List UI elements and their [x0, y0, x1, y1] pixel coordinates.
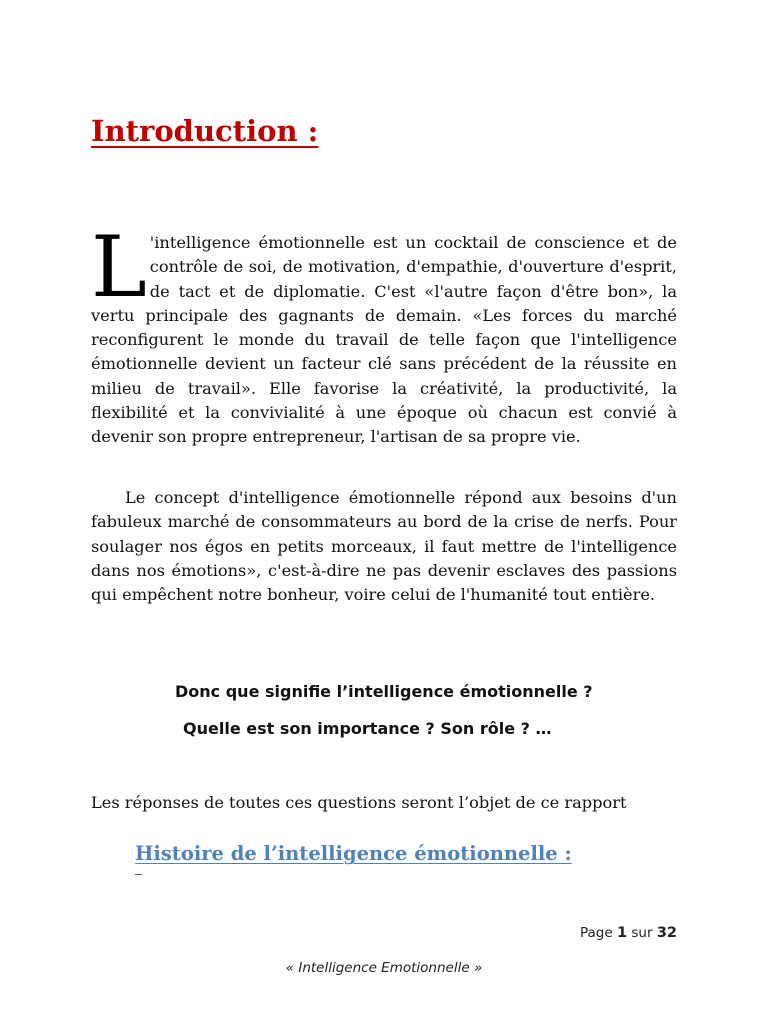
page-prefix: Page — [580, 925, 617, 941]
drop-cap-letter: L — [91, 218, 147, 316]
footer-document-title: « Intelligence Emotionnelle » — [285, 960, 483, 976]
list-dash — [135, 874, 142, 875]
page-title: Introduction : — [91, 114, 319, 148]
total-page-count: 32 — [656, 925, 677, 941]
question-meaning: Donc que signifie l’intelligence émotionnelle ? — [175, 682, 593, 701]
section-heading-history[interactable]: Histoire de l’intelligence émotionnelle : — [135, 842, 572, 865]
question-importance: Quelle est son importance ? Son rôle ? … — [183, 719, 552, 738]
current-page-number: 1 — [616, 925, 628, 941]
intro-paragraph-1-text: 'intelligence émotionnelle est un cocktail de conscience et de contrôle de soi, de motivation, d'empathie, d'ouverture d'esprit, de tact et de diplomatie. C'est «l'autre façon d'être bon», la vertu principale des gagnants de demain. «Les forces du marché reconfigurent le monde du travail de telle façon que l'intelligence émotionnelle devient un facteur clé sans précédent de la réussite en milieu de travail». Elle favorise la créativité, la productivité, la flexibilité et la convivialité à une époque où chacun est convié à devenir son propre entrepreneur, l'artisan de sa propre vie. — [91, 233, 677, 447]
page-separator: sur — [627, 925, 657, 941]
intro-paragraph-2: Le concept d'intelligence émotionnelle répond aux besoins d'un fabuleux marché de consommateurs au bord de la crise de nerfs. Pour soulager nos égos en petits morceaux, il faut mettre de l'intelligence dans nos émotions», c'est-à-dire ne pas devenir esclaves des passions qui empêchent notre bonheur, voire celui de l'humanité tout entière. — [91, 488, 677, 605]
intro-paragraph-1 — [91, 218, 677, 450]
closing-sentence: Les réponses de toutes ces questions seront l’objet de ce rapport — [91, 793, 627, 812]
page-number-footer — [580, 925, 677, 941]
